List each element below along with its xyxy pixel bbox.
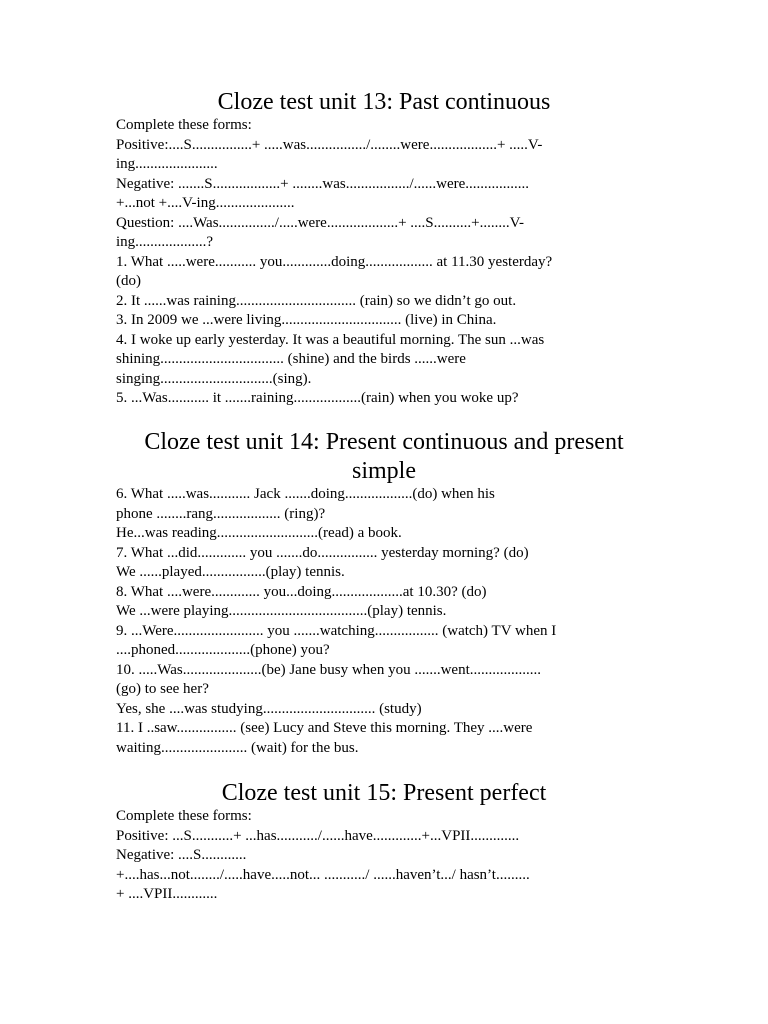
exercise-line: 5. ...Was........... it .......raining..................(rain) when you woke up?: [116, 390, 519, 406]
text-line: +....has...not......../.....have.....not... .........../ ......haven’t.../ hasn’t.........: [116, 866, 530, 883]
text-line: ing...................?: [116, 234, 214, 250]
exercise-line: 8. What ....were............. you...doing...................at 10.30? (do): [116, 583, 487, 600]
text-line: Negative: ....S............: [116, 847, 247, 863]
exercise-line: 7. What ...did............. you .......do................ yesterday morning? (do): [116, 544, 529, 561]
text-line: Complete these forms:: [116, 117, 252, 133]
exercise-line: (go) to see her?: [116, 681, 209, 697]
exercise-line: shining................................. (shine) and the birds ......were: [116, 351, 466, 367]
exercise-line: ....phoned....................(phone) you?: [116, 642, 330, 658]
section-14-title-continued: simple: [352, 458, 416, 484]
exercise-line: 10. .....Was.....................(be) Jane busy when you .......went...................: [116, 661, 541, 678]
exercise-line: phone ........rang.................. (ring)?: [116, 505, 326, 522]
exercise-line: waiting....................... (wait) for the bus.: [116, 739, 359, 756]
exercise-line: 11. I ..saw................ (see) Lucy and Steve this morning. They ....were: [116, 720, 533, 736]
text-line: + ....VPII............: [116, 886, 218, 902]
text-line: Positive: ...S...........+ ...has.........../......have.............+...VPII.............: [116, 827, 520, 844]
text-line: Positive:....S................+ .....was................/........were..................+ .....V-: [116, 136, 543, 153]
text-line: Negative: .......S..................+ ........was................./......were.................: [116, 175, 529, 192]
exercise-line: 1. What .....were........... you.............doing.................. at 11.30 yesterday?: [116, 253, 553, 270]
exercise-line: Yes, she ....was studying.............................. (study): [116, 700, 422, 717]
exercise-line: 6. What .....was........... Jack .......doing..................(do) when his: [116, 486, 495, 502]
text-line: Complete these forms:: [116, 808, 252, 824]
exercise-line: 4. I woke up early yesterday. It was a beautiful morning. The sun ...was: [116, 331, 545, 348]
section-14-title: Cloze test unit 14: Present continuous and present: [144, 429, 624, 455]
exercise-line: singing..............................(sing).: [116, 370, 312, 387]
section-13-title: Cloze test unit 13: Past continuous: [217, 89, 551, 115]
text-line: ing......................: [116, 156, 218, 172]
exercise-line: 2. It ......was raining................................ (rain) so we didn’t go out.: [116, 292, 517, 309]
exercise-line: (do): [116, 273, 141, 289]
exercise-line: He...was reading...........................(read) a book.: [116, 525, 402, 541]
section-15-title: Cloze test unit 15: Present perfect: [221, 780, 547, 806]
exercise-line: We ...were playing.....................................(play) tennis.: [116, 603, 447, 619]
text-line: Question: ....Was.............../.....were...................+ ....S..........+........V-: [116, 214, 525, 231]
exercise-line: 3. In 2009 we ...were living................................ (live) in China.: [116, 312, 497, 328]
text-line: +...not +....V-ing.....................: [116, 195, 295, 211]
exercise-line: We ......played.................(play) tennis.: [116, 564, 345, 580]
exercise-line: 9. ...Were........................ you .......watching................. (watch) TV when I: [116, 622, 557, 639]
